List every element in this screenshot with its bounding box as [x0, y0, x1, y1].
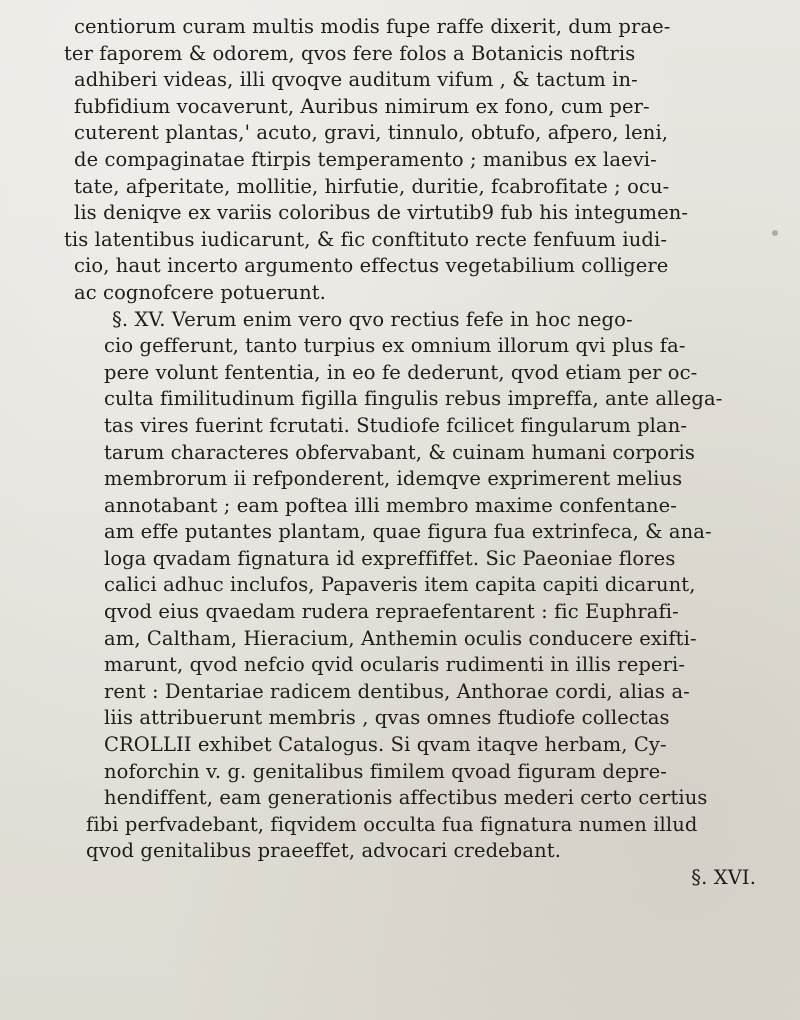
text-line: CROLLII exhibet Catalogus. Si qvam itaqve herbam, Cy- [104, 733, 667, 757]
text-line: tarum characteres obfervabant, & cuinam humani corporis [104, 440, 695, 464]
text-line: hendiffent, eam generationis affectibus mederi certo certius [104, 786, 708, 810]
text-line: qvod genitalibus praeeffet, advocari credebant. [86, 839, 562, 863]
text-line: cio gefferunt, tanto turpius ex omnium illorum qvi plus fa- [104, 334, 686, 358]
text-line: calici adhuc inclufos, Papaveris item capita capiti dicarunt, [104, 573, 696, 597]
text-line: qvod eius qvaedam rudera repraefentarent : fic Euphrafi- [104, 600, 679, 624]
text-line: marunt, qvod nefcio qvid ocularis rudimenti in illis reperi- [104, 653, 686, 677]
body-text [64, 14, 786, 892]
text-line: centiorum curam multis modis fupe raffe dixerit, dum prae- [74, 15, 671, 38]
text-line: fibi perfvadebant, fiqvidem occulta fua fignatura numen illud [86, 812, 698, 836]
text-line: de compaginatae ftirpis temperamento ; manibus ex laevi- [74, 147, 657, 171]
text-line: adhiberi videas, illi qvoqve auditum vifum , & tactum in- [74, 68, 638, 92]
text-line: cuterent plantas,' acuto, gravi, tinnulo, obtufo, afpero, leni, [74, 121, 669, 145]
text-line: fubfidium vocaverunt, Auribus nimirum ex fono, cum per- [74, 94, 650, 118]
text-line: ac cognofcere potuerunt. [74, 280, 326, 304]
text-line: membrorum ii refponderent, idemqve exprimerent melius [104, 467, 683, 491]
section-heading-xvi: §. XVI. [691, 866, 756, 889]
text-line: liis attribuerunt membris , qvas omnes ftudiofe collectas [104, 706, 670, 730]
text-line: noforchin v. g. genitalibus fimilem qvoad figuram depre- [104, 759, 667, 783]
text-line: tis latentibus iudicarunt, & fic conftituto recte fenfuum iudi- [64, 227, 668, 251]
text-line: lis deniqve ex variis coloribus de virtutib9 fub his integumen- [74, 201, 689, 225]
text-line: ter faporem & odorem, qvos fere folos a Botanicis noftris [64, 41, 636, 65]
text-line: am effe putantes plantam, quae figura fua extrinfeca, & ana- [104, 520, 712, 544]
text-line: tate, afperitate, mollitie, hirfutie, duritie, fcabrofitate ; ocu- [74, 174, 670, 198]
text-line: cio, haut incerto argumento effectus vegetabilium colligere [74, 254, 669, 278]
text-line: pere volunt fententia, in eo fe dederunt, qvod etiam per oc- [104, 360, 698, 384]
text-line: tas vires fuerint fcrutati. Studiofe fcilicet fingularum plan- [104, 413, 688, 437]
text-line: am, Caltham, Hieracium, Anthemin oculis conducere exifti- [104, 626, 697, 650]
text-line: annotabant ; eam poftea illi membro maxime confentane- [104, 493, 677, 517]
text-line: loga qvadam fignatura id expreffiffet. Sic Paeoniae flores [104, 546, 676, 570]
text-line: rent : Dentariae radicem dentibus, Anthorae cordi, alias a- [104, 679, 690, 703]
section-heading-xv: §. XV. Verum enim vero qvo rectius fefe in hoc nego- [112, 307, 633, 331]
text-line: culta fimilitudinum figilla fingulis rebus impreffa, ante allega- [104, 387, 723, 411]
